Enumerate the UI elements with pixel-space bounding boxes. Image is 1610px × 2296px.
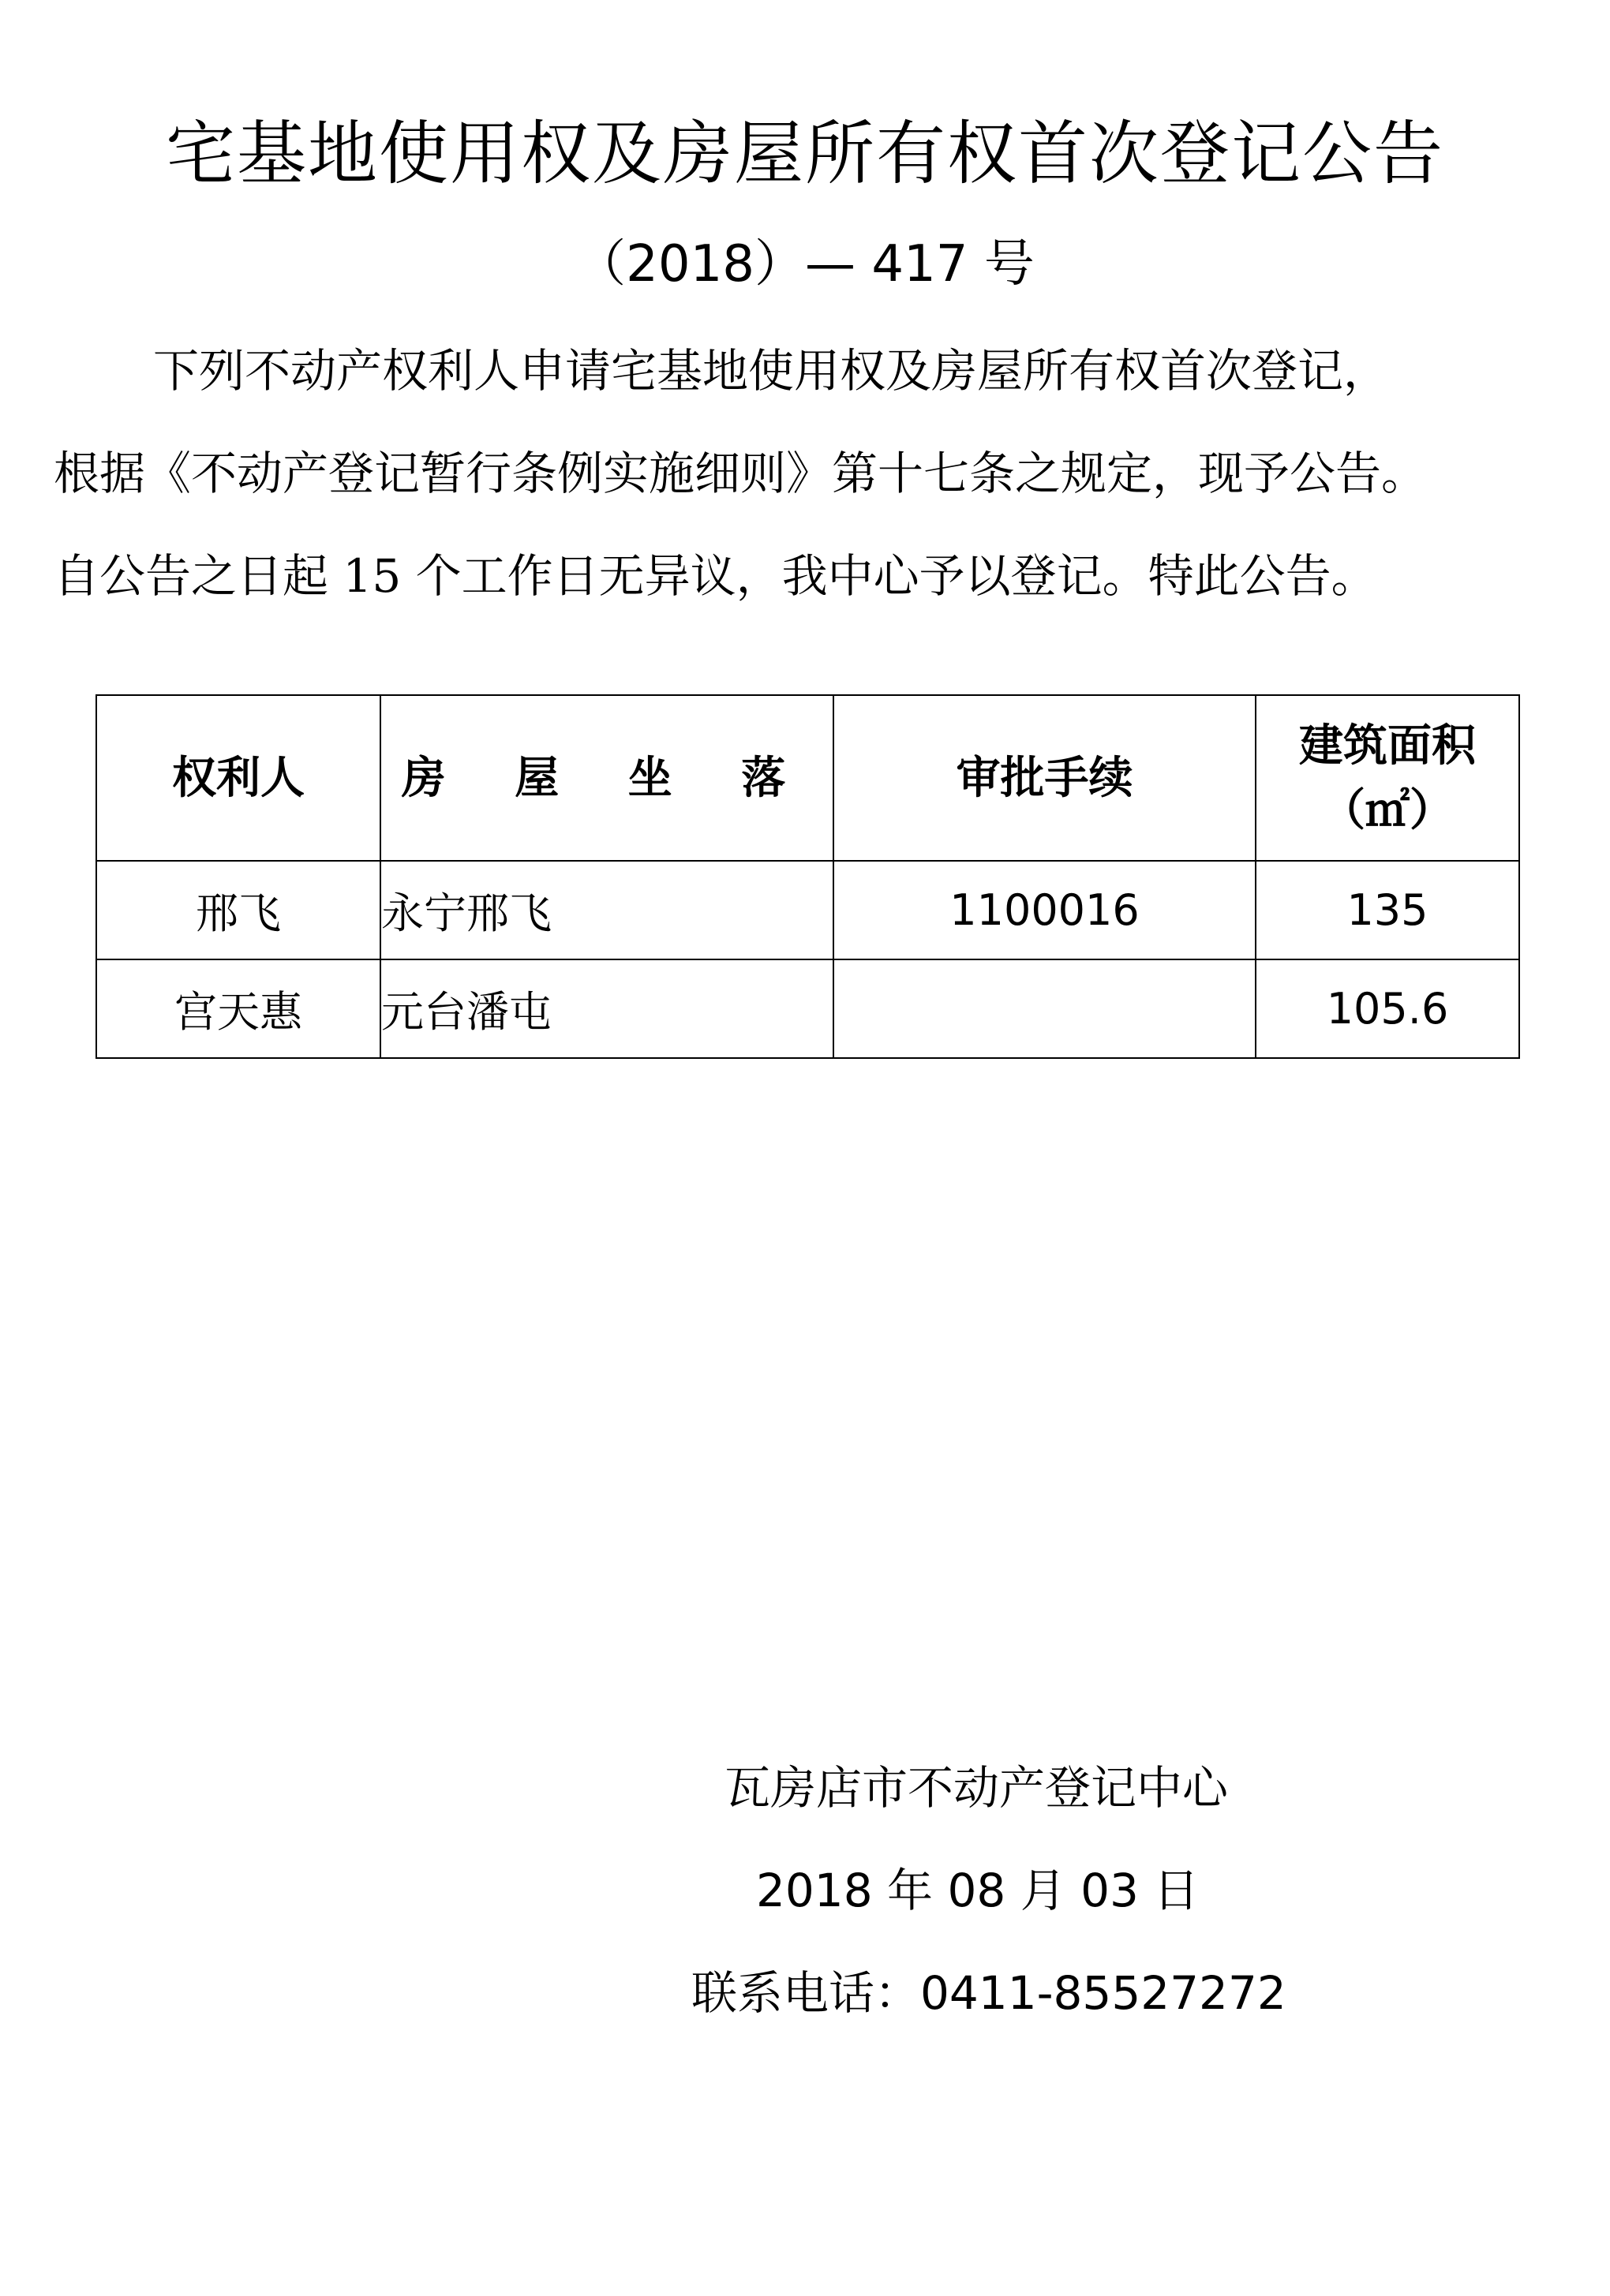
notice-paragraph-line-1: 下列不动产权利人申请宅基地使用权及房屋所有权首次登记， (153, 344, 1390, 398)
cell-location: 元台潘屯 (380, 959, 833, 1058)
cell-area: 105.6 (1256, 959, 1519, 1058)
registry-table (95, 694, 1520, 1059)
table-row (96, 959, 1519, 1058)
document-title: 宅基地使用权及房屋所有权首次登记公告 (165, 113, 1444, 194)
cell-owner: 邢飞 (96, 861, 380, 959)
table-row (96, 861, 1519, 959)
header-owner-label: 权利人 (172, 752, 305, 804)
header-approval-label: 审批手续 (956, 752, 1133, 804)
issuing-organization: 瓦房店市不动产登记中心 (724, 1761, 1229, 1815)
header-approval (833, 695, 1256, 861)
contact-phone: 联系电话：0411-85527272 (691, 1966, 1286, 2020)
document-number: （2018）— 417 号 (575, 235, 1035, 294)
header-area (1256, 695, 1519, 861)
cell-area: 135 (1256, 861, 1519, 959)
header-location-label: 房 屋 坐 落 (401, 752, 813, 804)
cell-location: 永宁邢飞 (380, 861, 833, 959)
issue-date: 2018 年 08 月 03 日 (756, 1864, 1200, 1917)
table-header-row (96, 695, 1519, 861)
header-area-unit: （㎡） (1321, 784, 1454, 836)
notice-paragraph-line-2: 根据《不动产登记暂行条例实施细则》第十七条之规定，现予公告。 (54, 447, 1428, 500)
header-location (380, 695, 833, 861)
cell-approval (833, 959, 1256, 1058)
cell-owner: 宫天惠 (96, 959, 380, 1058)
header-area-label: 建筑面积 (1299, 720, 1476, 772)
notice-paragraph-line-3: 自公告之日起 15 个工作日无异议，我中心予以登记。特此公告。 (54, 549, 1377, 603)
cell-approval: 1100016 (833, 861, 1256, 959)
header-owner (96, 695, 380, 861)
